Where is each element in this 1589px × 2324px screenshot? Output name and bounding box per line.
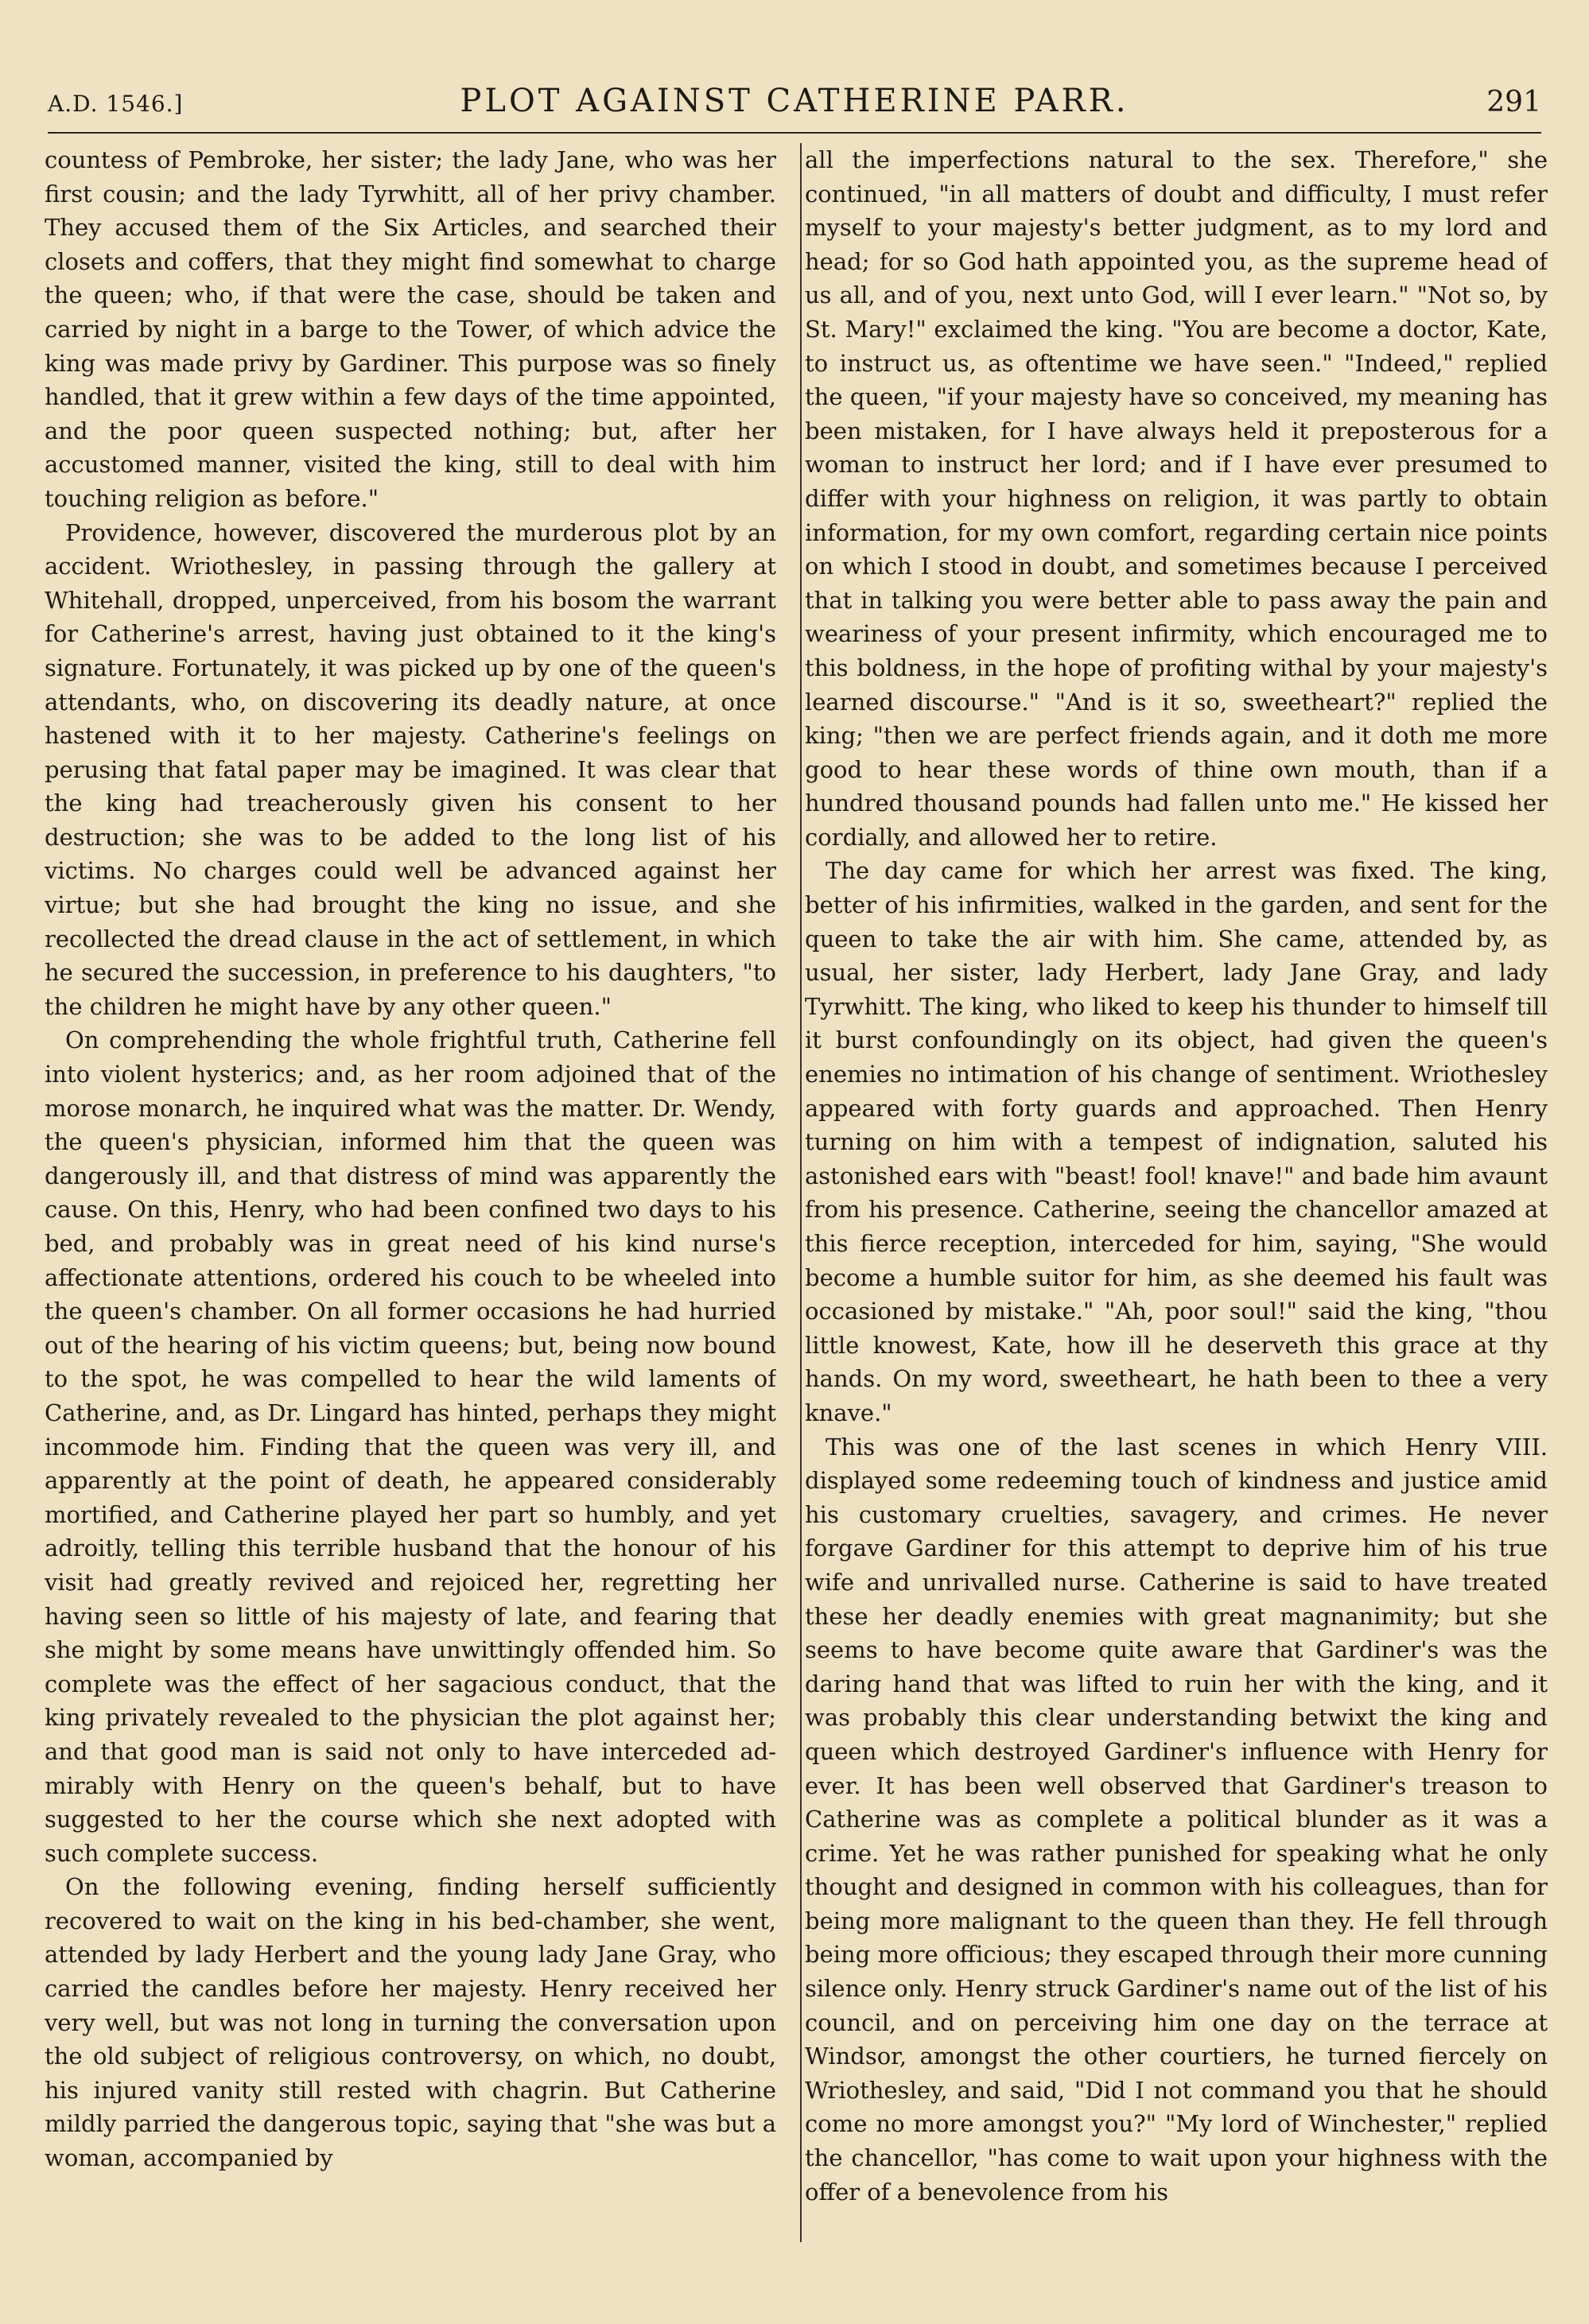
- running-header: [48, 80, 1541, 127]
- paragraph: all the imperfections natural to the sex. Therefore," she continued, "in all matters of doubt and difficulty, I must refer myself to your majesty's better judgment, as to my lord and head; for so God hath appointed you, as the supreme head of us all, and of you, next unto God, will I ever learn." "Not so, by St. Mary!" exclaimed the king. "You are become a doctor, Kate, to instruct us, as oftentime we have seen." "Indeed," replied the queen, "if your majesty have so conceived, my meaning has been mistaken, for I have always held it preposterous for a woman to instruct her lord; and if I have ever presumed to differ with your highness on religion, it was partly to obtain information, for my own comfort, regarding certain nice points on which I stood in doubt, and sometimes because I perceived that in talking you were better able to pass away the pain and weariness of your present infirmity, which encouraged me to this boldness, in the hope of profiting withal by your majesty's learned discourse." "And is it so, sweetheart?" replied the king; "then we are perfect friends again, and it doth me more good to hear these words of thine own mouth, than if a hundred thousand pounds had fallen unto me." He kissed her cordially, and allowed her to retire.: [805, 146, 1548, 851]
- page-title: PLOT AGAINST CATHERINE PARR.: [460, 83, 1129, 119]
- right-column: [805, 143, 1548, 2242]
- paragraph: On the following evening, finding herself sufficiently recovered to wait on the king in his bed-chamber, she went, attended by lady Herbert and the young lady Jane Gray, who carried the candles before her majesty. Henry received her very well, but was not long in turning the conversation upon the old subject of religious controversy, on which, no doubt, his injured vanity still rested with chagrin. But Catherine mildly parried the dangerous topic, saying that "she was but a woman, accompanied by: [45, 1873, 776, 2172]
- paragraph: The day came for which her arrest was fixed. The king, better of his infirmities, walked in the garden, and sent for the queen to take the air with him. She came, attended by, as usual, her sister, lady Herbert, lady Jane Gray, and lady Tyrwhitt. The king, who liked to keep his thunder to himself till it burst confoundingly on its object, had given the queen's enemies no intimation of his change of sentiment. Wriothesley appeared with forty guards and approached. Then Henry turning on him with a tempest of indignation, saluted his astonished ears with "beast! fool! knave!" and bade him avaunt from his presence. Catherine, seeing the chancellor amazed at this fierce reception, interceded for him, saying, "She would become a humble suitor for him, as she deemed his fault was occasioned by mistake." "Ah, poor soul!" said the king, "thou little knowest, Kate, how ill he deserveth this grace at thy hands. On my word, sweetheart, he hath been to thee a very knave.": [805, 857, 1548, 1426]
- header-rule: [48, 132, 1541, 134]
- column-divider: [800, 143, 802, 2242]
- paragraph: This was one of the last scenes in which Henry VIII. displayed some redeeming touch of kindness and justice amid his customary cruelties, savagery, and crimes. He never forgave Gardiner for this attempt to deprive him of his true wife and unrivalled nurse. Catherine is said to have treated these her deadly enemies with great magnanimity; but she seems to have become quite aware that Gardiner's was the daring hand that was lifted to ruin her with the king, and it was probably this clear understanding betwixt the king and queen which destroyed Gardiner's influence with Henry for ever. It has been well observed that Gardiner's treason to Catherine was as complete a political blunder as it was a crime. Yet he was rather punished for speaking what he only thought and designed in common with his colleagues, than for being more malignant to the queen than they. He fell through being more officious; they escaped through their more cunning silence only. Henry struck Gardiner's name out of the list of his council, and on perceiving him one day on the terrace at Windsor, amongst the other courtiers, he turned fiercely on Wriothesley, and said, "Did I not command you that he should come no more amongst you?" "My lord of Winchester," replied the chancellor, "has come to wait upon your highness with the offer of a benevolence from his: [805, 1433, 1548, 2206]
- paragraph: countess of Pembroke, her sister; the lady Jane, who was her first cousin; and the lady Tyrwhitt, all of her privy chamber. They accused them of the Six Articles, and searched their closets and coffers, that they might find somewhat to charge the queen; who, if that were the case, should be taken and carried by night in a barge to the Tower, of which advice the king was made privy by Gardiner. This purpose was so finely handled, that it grew within a few days of the time appointed, and the poor queen suspected nothing; but, after her accustomed manner, visited the king, still to deal with him touching religion as before.": [45, 146, 776, 512]
- header-year: A.D. 1546.]: [48, 91, 184, 117]
- paragraph: On comprehending the whole frightful truth, Catherine fell into violent hysterics; and, as her room adjoined that of the morose monarch, he inquired what was the matter. Dr. Wendy, the queen's physician, informed him that the queen was dangerously ill, and that distress of mind was apparently the cause. On this, Henry, who had been confined two days to his bed, and probably was in great need of his kind nurse's affectionate attentions, ordered his couch to be wheeled into the queen's chamber. On all former occasions he had hurried out of the hearing of his victim queens; but, being now bound to the spot, he was compelled to hear the wild laments of Catherine, and, as Dr. Lingard has hinted, perhaps they might incommode him. Finding that the queen was very ill, and apparently at the point of death, he appeared considerably mortified, and Catherine played her part so humbly, and yet adroitly, telling this terrible husband that the honour of his visit had greatly revived and rejoiced her, regretting her having seen so little of his majesty of late, and fearing that she might by some means have unwittingly offended him. So complete was the effect of her sagacious conduct, that the king privately revealed to the physician the plot against her; and that good man is said not only to have interceded admirably with Henry on the queen's behalf, but to have suggested to her the course which she next adopted with such complete success.: [45, 1026, 776, 1867]
- paragraph: Providence, however, discovered the murderous plot by an accident. Wriothesley, in passing through the gallery at Whitehall, dropped, unperceived, from his bosom the warrant for Catherine's arrest, having just obtained to it the king's signature. Fortunately, it was picked up by one of the queen's attendants, who, on discovering its deadly nature, at once hastened with it to her majesty. Catherine's feelings on perusing that fatal paper may be imagined. It was clear that the king had treacherously given his consent to her destruction; she was to be added to the long list of his victims. No charges could well be advanced against her virtue; but she had brought the king no issue, and she recollected the dread clause in the act of settlement, in which he secured the succession, in preference to his daughters, "to the children he might have by any other queen.": [45, 518, 776, 1020]
- page-number: 291: [1486, 86, 1541, 118]
- left-column: [45, 143, 776, 2242]
